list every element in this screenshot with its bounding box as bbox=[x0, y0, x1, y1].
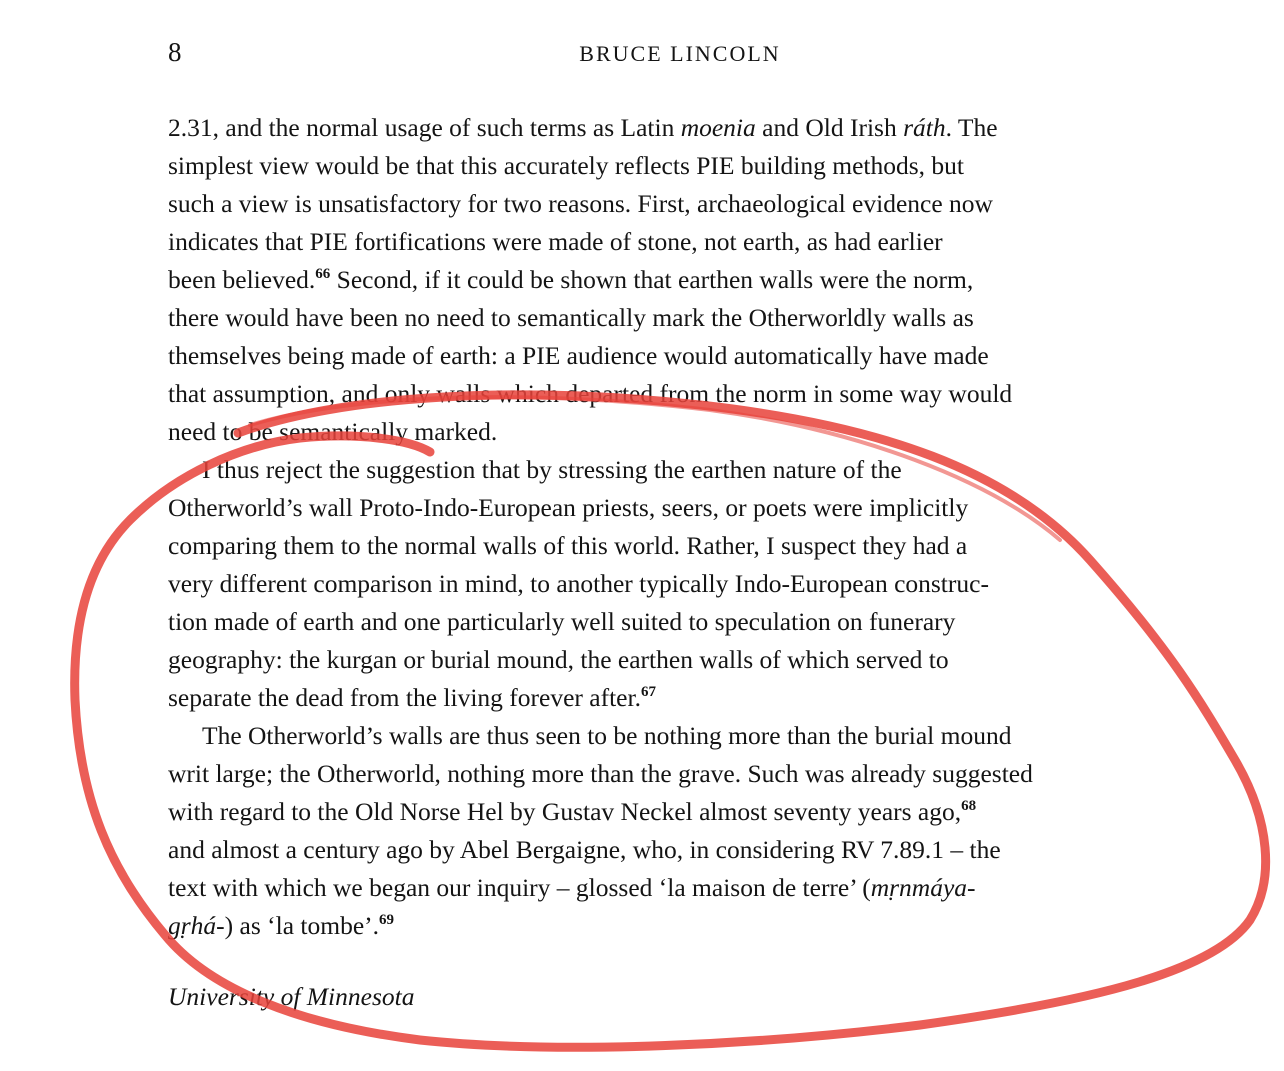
text-run: I thus reject the suggestion that by stressing the earthen nature of the bbox=[202, 455, 902, 484]
text-run: moenia bbox=[680, 113, 756, 142]
text-run: simplest view would be that this accurately reflects PIE building methods, but bbox=[168, 151, 965, 180]
text-line bbox=[168, 147, 1128, 185]
text-run: been believed. bbox=[168, 265, 316, 294]
text-run: and Old Irish bbox=[755, 113, 904, 142]
text-line bbox=[168, 299, 1128, 337]
text-line bbox=[168, 489, 1128, 527]
text-line bbox=[168, 641, 1128, 679]
text-line bbox=[168, 679, 1128, 717]
text-line bbox=[168, 527, 1128, 565]
text-run: indicates that PIE fortifications were made of stone, not earth, as had earlier bbox=[168, 227, 943, 256]
text-run: geography: the kurgan or burial mound, the earthen walls of which served to bbox=[168, 645, 949, 674]
footnote-ref: 66 bbox=[315, 266, 331, 282]
text-run: text with which we began our inquiry – glossed ‘la maison de terre’ ( bbox=[168, 873, 871, 902]
text-line bbox=[168, 337, 1128, 375]
text-run: very different comparison in mind, to another typically Indo-European construc- bbox=[168, 569, 989, 598]
text-run: there would have been no need to semantically mark the Otherworldly walls as bbox=[168, 303, 974, 332]
text-line bbox=[168, 185, 1128, 223]
text-run: mṛnmáya- bbox=[870, 873, 976, 902]
text-run: The Otherworld’s walls are thus seen to be nothing more than the burial mound bbox=[202, 721, 1012, 750]
text-run: writ large; the Otherworld, nothing more than the grave. Such was already suggested bbox=[168, 759, 1033, 788]
text-line bbox=[168, 109, 1128, 147]
text-line bbox=[168, 413, 1128, 451]
text-line bbox=[168, 261, 1128, 299]
text-run: ) as ‘la tombe’. bbox=[224, 911, 380, 940]
text-line bbox=[168, 375, 1128, 413]
text-line bbox=[168, 717, 1128, 755]
running-head: BRUCE LINCOLN bbox=[579, 41, 781, 66]
text-line bbox=[168, 793, 1128, 831]
affiliation: University of Minnesota bbox=[168, 982, 415, 1011]
text-line bbox=[168, 907, 1128, 945]
footnote-ref: 69 bbox=[379, 912, 395, 928]
text-line bbox=[168, 565, 1128, 603]
text-line bbox=[168, 869, 1128, 907]
text-line bbox=[168, 755, 1128, 793]
text-run: need to be semantically marked. bbox=[168, 417, 498, 446]
text-run: separate the dead from the living forever after. bbox=[168, 683, 641, 712]
text-line bbox=[168, 603, 1128, 641]
text-run: and almost a century ago by Abel Bergaigne, who, in considering RV 7.89.1 – the bbox=[168, 835, 1001, 864]
text-run: Otherworld’s wall Proto-Indo-European priests, seers, or poets were implicitly bbox=[168, 493, 969, 522]
text-run: tion made of earth and one particularly well suited to speculation on funerary bbox=[168, 607, 956, 636]
footnote-ref: 68 bbox=[961, 798, 977, 814]
page-number: 8 bbox=[168, 37, 182, 67]
text-run: that assumption, and only walls which departed from the norm in some way would bbox=[168, 379, 1013, 408]
text-line bbox=[168, 451, 1128, 489]
text-run: themselves being made of earth: a PIE audience would automatically have made bbox=[168, 341, 989, 370]
text-run: comparing them to the normal walls of this world. Rather, I suspect they had a bbox=[168, 531, 968, 560]
text-run: such a view is unsatisfactory for two reasons. First, archaeological evidence now bbox=[168, 189, 993, 218]
text-line bbox=[168, 831, 1128, 869]
footnote-ref: 67 bbox=[640, 684, 656, 700]
text-run: gṛhá- bbox=[168, 911, 225, 940]
text-line bbox=[168, 223, 1128, 261]
text-run: . The bbox=[945, 113, 998, 142]
text-run: ráth bbox=[903, 113, 946, 142]
body-text bbox=[168, 109, 1128, 945]
text-run: 2.31, and the normal usage of such terms as Latin bbox=[168, 113, 681, 142]
text-run: with regard to the Old Norse Hel by Gustav Neckel almost seventy years ago, bbox=[168, 797, 962, 826]
text-run: Second, if it could be shown that earthen walls were the norm, bbox=[330, 265, 974, 294]
